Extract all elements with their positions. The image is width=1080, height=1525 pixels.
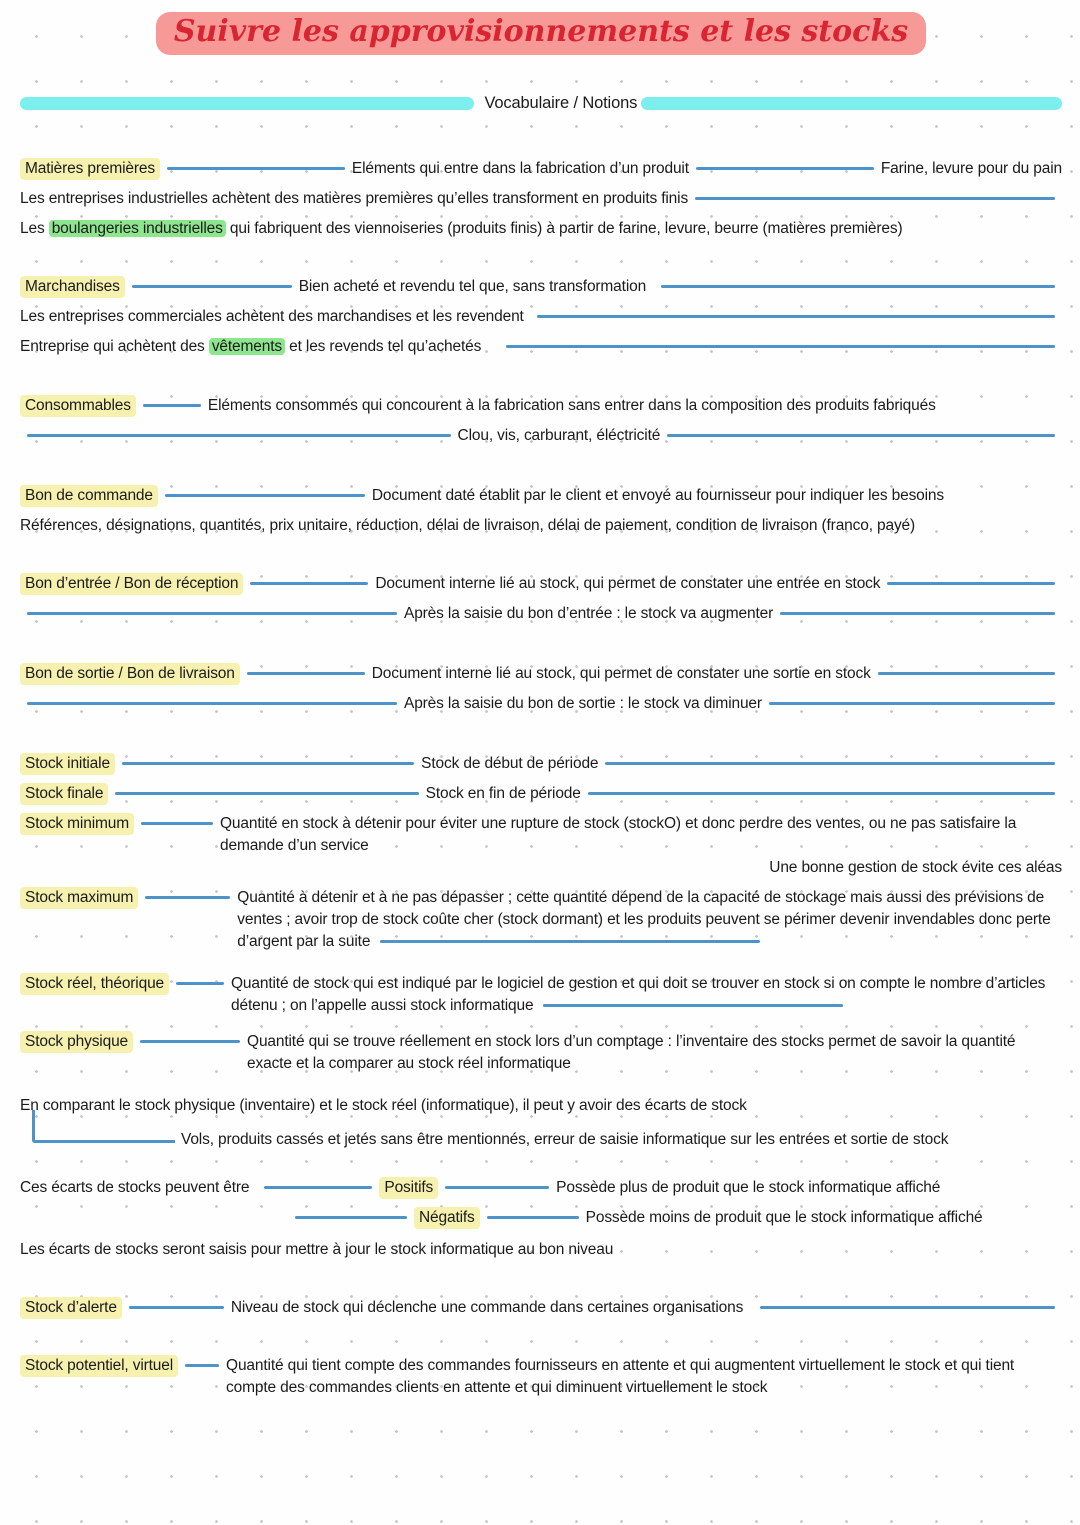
consommables-definition: [20, 395, 1062, 417]
note-text: Vols, produits cassés et jetés sans être mentionnés, erreur de saisie informatique sur les entrées et sortie de stock: [181, 1131, 949, 1148]
term-highlight: Stock maximum: [20, 887, 138, 909]
page-title: Suivre les approvisionnements et les stocks: [156, 12, 926, 55]
bon-de-commande-contenu: [20, 515, 1062, 537]
stock-minimum-note: [20, 857, 1062, 879]
definition-block: [231, 973, 1062, 1017]
spacer: [646, 276, 654, 277]
note-text: Quantité de stock qui est indiqué par le logiciel de gestion et qui doit se trouver en stock si on compte le nombre d’articles détenu ; on l’appelle aussi stock informatique: [231, 975, 1046, 1014]
note-text: Quantité en stock à détenir pour éviter une rupture de stock (stockO) et donc perdre des ventes, ou ne pas satisfaire la demande d’un service: [220, 815, 1017, 854]
stock-finale-definition: [20, 783, 1062, 805]
term-highlight: Matières premières: [20, 158, 160, 180]
term-highlight: Bon de sortie / Bon de livraison: [20, 663, 240, 685]
note-text: Les écarts de stocks seront saisis pour mettre à jour le stock informatique au bon niveau: [20, 1241, 614, 1258]
connector-line: [445, 1186, 549, 1189]
section-label: Vocabulaire / Notions: [484, 93, 638, 112]
ecarts-note: [20, 1095, 1062, 1117]
term-highlight: Stock physique: [20, 1031, 133, 1053]
note-text: Quantité qui se trouve réellement en stock lors d’un comptage : l’inventaire des stocks permet de savoir la quantité exacte et la comparer au stock réel informatique: [247, 1033, 1016, 1072]
connector-line: [667, 434, 1055, 437]
connector-line: [380, 940, 760, 943]
green-highlight: vêtements: [209, 338, 285, 355]
note-text-part: qui fabriquent des viennoiseries (produits finis) à partir de farine, levure, beurre (matières premières): [225, 220, 903, 237]
note-text: Les entreprises commerciales achètent des marchandises et les revendent: [20, 308, 524, 325]
note-text: Possède moins de produit que le stock informatique affiché: [585, 1209, 983, 1226]
note-text-part: Entreprise qui achètent des: [20, 338, 209, 355]
marchandises-definition: [20, 276, 1062, 298]
connector-line: [132, 285, 292, 288]
note-text: En comparant le stock physique (inventaire) et le stock réel (informatique), il peut y avoir des écarts de stock: [20, 1097, 747, 1114]
note-text: Stock en fin de période: [425, 785, 581, 802]
term-highlight: Stock finale: [20, 783, 108, 805]
connector-line: [696, 167, 874, 170]
connector-line: [143, 404, 201, 407]
term-highlight: Bon d’entrée / Bon de réception: [20, 573, 243, 595]
bon-de-commande-definition: [20, 485, 1062, 507]
connector-line: [185, 1364, 219, 1367]
marchandises-exemple: [20, 336, 1062, 358]
stock-potentiel-definition: [20, 1355, 1062, 1399]
matieres-premieres-exemple: [20, 218, 1062, 240]
bon-entree-note: [20, 603, 1062, 625]
connector-line: [122, 762, 414, 765]
connector-line: [878, 672, 1055, 675]
note-text: Possède plus de produit que le stock informatique affiché: [556, 1179, 941, 1196]
note-text: Quantité à détenir et à ne pas dépasser ; cette quantité dépend de la capacité de stockage mais aussi des prévisions de ventes ; avoir trop de stock coûte cher (stock dormant) et les produits peuvent se périmer devenir invendables donc perte d’argent par la suite: [237, 889, 1051, 950]
definition-block: [237, 887, 1062, 953]
green-highlight: boulangeries industrielles: [49, 220, 226, 237]
note-text: Eléments qui entre dans la fabrication d’un produit: [351, 160, 689, 177]
connector-line: [543, 1004, 843, 1007]
ecarts-negatifs: [20, 1207, 1062, 1229]
note-text: Ces écarts de stocks peuvent être: [20, 1179, 250, 1196]
note-text: Clou, vis, carburant, éléctricité: [457, 427, 661, 444]
term-highlight: Consommables: [20, 395, 136, 417]
connector-line: [487, 1216, 579, 1219]
connector-line: [605, 762, 1055, 765]
marchandises-note: [20, 306, 1062, 328]
note-text-part: Les: [20, 220, 49, 237]
term-highlight: Marchandises: [20, 276, 125, 298]
note-text: Les entreprises industrielles achètent des matières premières qu’elles transforment en produits finis: [20, 190, 689, 207]
term-highlight: Stock d’alerte: [20, 1297, 122, 1319]
matieres-premieres-note: [20, 188, 1062, 210]
matieres-premieres-definition: [20, 158, 1062, 180]
notes-body: [20, 158, 1062, 1399]
note-text: Document interne lié au stock, qui permet de constater une sortie en stock: [371, 665, 871, 682]
ecarts-causes: [20, 1129, 1062, 1151]
connector-line: [167, 167, 345, 170]
connector-line: [537, 315, 1055, 318]
bon-entree-definition: [20, 573, 1062, 595]
definition-block: [220, 813, 1062, 857]
note-text: [20, 218, 902, 240]
spacer: [524, 306, 530, 307]
connector-line: [695, 197, 1055, 200]
connector-line: [27, 612, 397, 615]
definition-block: [247, 1031, 1062, 1075]
connector-line: [141, 822, 213, 825]
spacer: [249, 1177, 257, 1178]
divider-bar-right: [641, 97, 1062, 110]
note-text: Une bonne gestion de stock évite ces aléas: [769, 859, 1062, 876]
note-text: Document daté établit par le client et envoyé au fournisseur pour indiquer les besoins: [371, 487, 945, 504]
connector-line: [661, 285, 1055, 288]
term-highlight: Négatifs: [414, 1207, 480, 1229]
connector-line: [165, 494, 365, 497]
stock-physique-definition: [20, 1031, 1062, 1075]
note-text: Références, désignations, quantités, prix unitaire, réduction, délai de livraison, délai de paiement, condition de livraison (franco, payé): [20, 517, 916, 534]
term-highlight: Bon de commande: [20, 485, 158, 507]
stock-minimum-definition: [20, 813, 1062, 857]
stock-initiale-definition: [20, 753, 1062, 775]
connector-line: [176, 982, 224, 985]
term-highlight: Stock minimum: [20, 813, 134, 835]
divider-bar-left: [20, 97, 474, 110]
note-text: Après la saisie du bon de sortie : le stock va diminuer: [404, 695, 762, 712]
connector-line: [780, 612, 1055, 615]
term-highlight: Stock réel, théorique: [20, 973, 169, 995]
bon-sortie-definition: [20, 663, 1062, 685]
connector-line: [27, 702, 397, 705]
definition-block: [226, 1355, 1062, 1399]
connector-line: [145, 896, 230, 899]
stock-reel-definition: [20, 973, 1062, 1017]
term-highlight: Stock potentiel, virtuel: [20, 1355, 178, 1377]
note-text: Niveau de stock qui déclenche une commande dans certaines organisations: [230, 1299, 744, 1316]
note-text: Bien acheté et revendu tel que, sans transformation: [298, 278, 647, 295]
connector-line: [588, 792, 1055, 795]
stock-maximum-definition: [20, 887, 1062, 953]
connector-line: [115, 792, 418, 795]
bon-sortie-note: [20, 693, 1062, 715]
ecarts-saisie-note: [20, 1239, 1062, 1261]
term-highlight: Positifs: [379, 1177, 438, 1199]
note-text-part: et les revends tel qu’achetés: [284, 338, 482, 355]
connector-line: [264, 1186, 372, 1189]
note-text: Farine, levure pour du pain: [880, 160, 1063, 177]
connector-line: [250, 582, 368, 585]
connector-line: [129, 1306, 224, 1309]
term-highlight: Stock initiale: [20, 753, 115, 775]
connector-line: [760, 1306, 1055, 1309]
connector-line: [295, 1216, 407, 1219]
connector-line: [887, 582, 1055, 585]
ecarts-positifs: [20, 1177, 1062, 1199]
note-text: Eléments consommés qui concourent à la fabrication sans entrer dans la composition des produits fabriqués: [207, 397, 936, 414]
bracket-connector: [32, 1110, 175, 1143]
note-text: Après la saisie du bon d’entrée : le stock va augmenter: [404, 605, 774, 622]
connector-line: [27, 434, 451, 437]
consommables-exemple: [20, 425, 1062, 447]
section-divider: [20, 92, 1062, 114]
title-wrap: [20, 0, 1062, 68]
connector-line: [769, 702, 1055, 705]
note-text: [20, 336, 481, 358]
connector-line: [506, 345, 1055, 348]
connector-line: [247, 672, 365, 675]
spacer: [20, 1207, 288, 1208]
spacer: [481, 336, 499, 337]
spacer: [743, 1297, 753, 1298]
connector-line: [140, 1040, 240, 1043]
note-text: Document interne lié au stock, qui permet de constater une entrée en stock: [375, 575, 881, 592]
note-text: Stock de début de période: [421, 755, 599, 772]
note-text: Quantité qui tient compte des commandes fournisseurs en attente et qui augmentent virtuellement le stock et qui tient compte des commandes clients en attente et qui diminuent virtuellement le stock: [226, 1357, 1015, 1396]
stock-alerte-definition: [20, 1297, 1062, 1319]
